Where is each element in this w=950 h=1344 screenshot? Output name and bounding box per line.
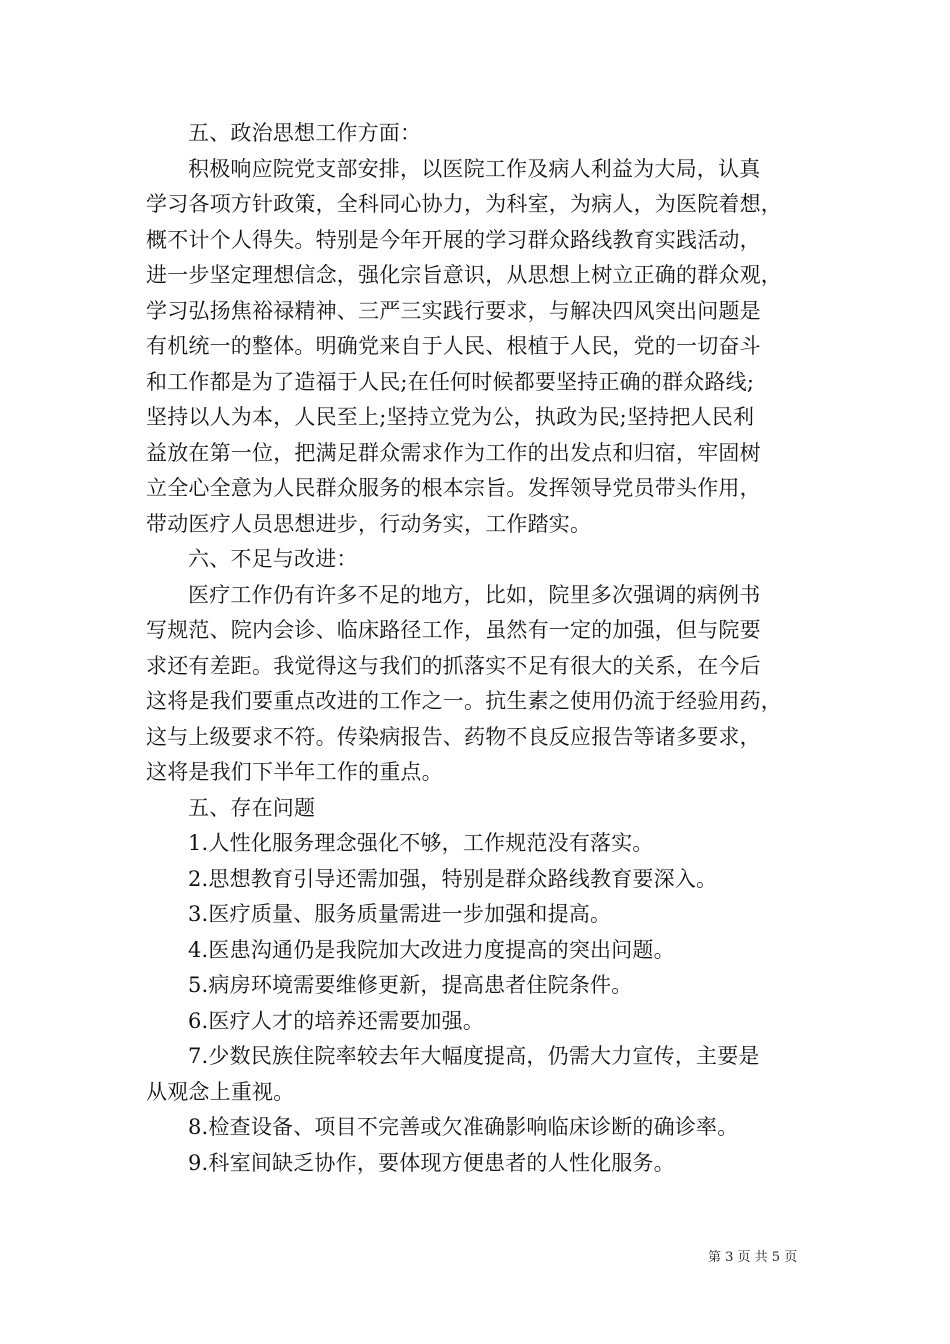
text-line: 五、政治思想工作方面：: [188, 121, 422, 145]
text-line: 求还有差距。我觉得这与我们的抓落实不足有很大的关系，在今后: [146, 653, 761, 678]
text-line: 这将是我们要重点改进的工作之一。抗生素之使用仍流于经验用药，: [146, 689, 782, 713]
text-line: 2.思想教育引导还需加强，特别是群众路线教育要深入。: [188, 866, 718, 891]
text-line: 4.医患沟通仍是我院加大改进力度提高的突出问题。: [188, 937, 675, 962]
text-line: 3.医疗质量、服务质量需进一步加强和提高。: [188, 902, 612, 926]
text-line: 医疗工作仍有许多不足的地方，比如，院里多次强调的病例书: [188, 582, 761, 607]
text-line: 6.医疗人才的培养还需要加强。: [188, 1008, 485, 1033]
text-line: 这将是我们下半年工作的重点。: [146, 760, 443, 784]
text-line: 7.少数民族住院率较去年大幅度提高，仍需大力宣传，主要是: [188, 1044, 760, 1068]
text-line: 学习弘扬焦裕禄精神、三严三实践行要求，与解决四风突出问题是: [146, 298, 761, 323]
document-body: [146, 116, 826, 1181]
text-line: 学习各项方针政策，全科同心协力，为科室，为病人，为医院着想，: [146, 192, 782, 216]
text-line: 有机统一的整体。明确党来自于人民、根植于人民，党的一切奋斗: [146, 334, 761, 358]
text-line: 益放在第一位，把满足群众需求作为工作的出发点和归宿，牢固树: [146, 440, 761, 465]
text-line: 概不计个人得失。特别是今年开展的学习群众路线教育实践活动，: [146, 227, 761, 252]
text-line: 立全心全意为人民群众服务的根本宗旨。发挥领导党员带头作用，: [146, 476, 761, 500]
text-line: 写规范、院内会诊、临床路径工作，虽然有一定的加强，但与院要: [146, 618, 761, 642]
text-line: 积极响应院党支部安排，以医院工作及病人利益为大局，认真: [188, 156, 761, 181]
text-line: 六、不足与改进：: [188, 547, 358, 571]
text-line: 和工作都是为了造福于人民;在任何时候都要坚持正确的群众路线;: [146, 369, 755, 394]
text-line: 五、存在问题: [188, 795, 316, 820]
text-line: 这与上级要求不符。传染病报告、药物不良反应报告等诸多要求，: [146, 724, 761, 749]
text-line: 9.科室间缺乏协作，要体现方便患者的人性化服务。: [188, 1150, 675, 1175]
text-line: 进一步坚定理想信念，强化宗旨意识，从思想上树立正确的群众观，: [146, 263, 782, 287]
text-line: 1.人性化服务理念强化不够，工作规范没有落实。: [188, 831, 654, 855]
text-line: 5.病房环境需要维修更新，提高患者住院条件。: [188, 973, 633, 997]
text-line: 8.检查设备、项目不完善或欠准确影响临床诊断的确诊率。: [188, 1115, 739, 1139]
text-line: 带动医疗人员思想进步，行动务实，工作踏实。: [146, 511, 592, 536]
text-line: 坚持以人为本，人民至上;坚持立党为公，执政为民;坚持把人民利: [146, 405, 755, 429]
page-number: 第 3 页 共 5 页: [708, 1250, 798, 1265]
text-line: 从观念上重视。: [146, 1079, 295, 1104]
